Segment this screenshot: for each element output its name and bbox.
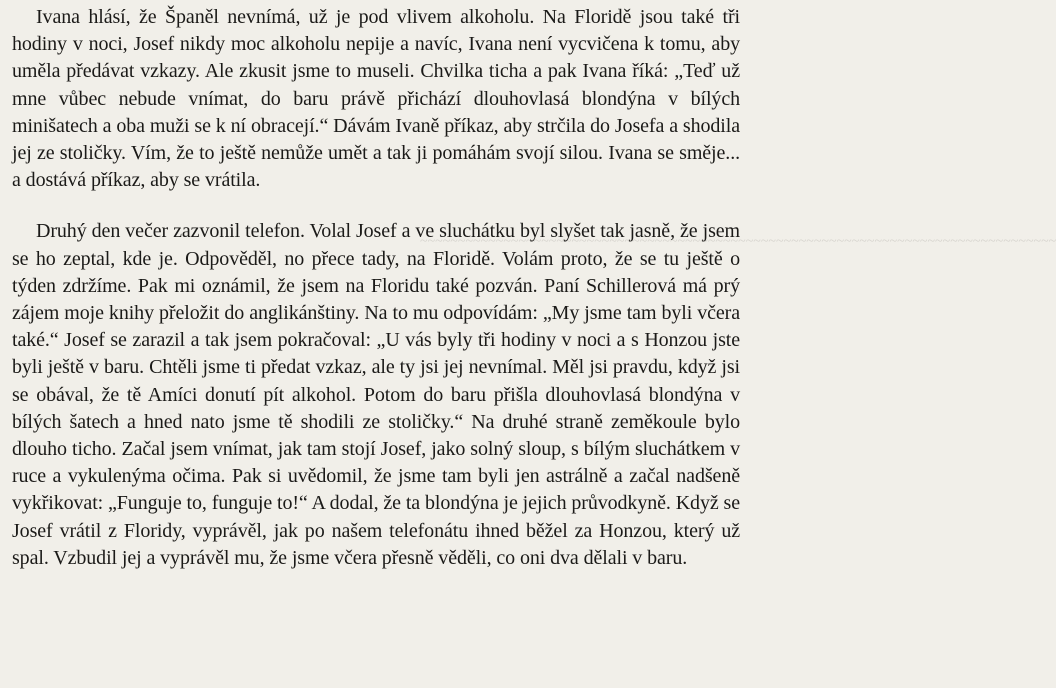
show-through-texture: ~~~~~~~~~~~~~~~~~~~~~~~~~~~~~~~~~~~~~~~~~~~~~~~~~~~~~~~~~~~~~~~~~~~~~~~~~~~~~~~~~~~~ bbox=[420, 234, 1056, 249]
paragraph-2: Druhý den večer zazvonil telefon. Volal Josef a ve sluchátku byl slyšet tak jasně, že jsem se ho zeptal, kde je. Odpověděl, no přece tady, na Floridě. Volám proto, že se tu ještě o týden zdržíme. Pak mi oznámil, že jsem na Floridu také pozván. Paní Schillerová má prý zájem moje knihy přeložit do anglikánštiny. Na to mu odpovídám: „My jsme tam byli včera také.“ Josef se zarazil a tak jsem pokračoval: „U vás byly tři hodiny v noci a s Honzou jste byli ještě v baru. Chtěli jsme ti předat vzkaz, ale ty jsi jej nevnímal. Měl jsi pravdu, když jsi se obával, že tě Amíci donutí pít alkohol. Potom do baru přišla dlouhovlasá blondýna v bílých šatech a hned nato jsme tě shodili ze stoličky.“ Na druhé straně zeměkoule bylo dlouho ticho. Začal jsem vnímat, jak tam stojí Josef, jako solný sloup, s bílým sluchátkem v ruce a vykulenýma očima. Pak si uvědomil, že jsme tam byli jen astrálně a začal nadšeně vykřikovat: „Funguje to, funguje to!“ A dodal, že ta blondýna je jejich průvodkyně. Když se Josef vrátil z Floridy, vyprávěl, jak po našem telefonátu ihned běžel za Honzou, který už spal. Vzbudil jej a vyprávěl mu, že jsme včera přesně věděli, co oni dva dělali v baru. bbox=[12, 220, 740, 569]
paragraph-1: Ivana hlásí, že Španěl nevnímá, už je pod vlivem alkoholu. Na Floridě jsou také tři hodiny v noci, Josef nikdy moc alkoholu nepije a navíc, Ivana není vycvičena k tomu, aby uměla předávat vzkazy. Ale zkusit jsme to museli. Chvilka ticha a pak Ivana říká: „Teď už mne vůbec nebude vnímat, do baru právě přichází dlouhovlasá blondýna v bílých minišatech a oba muži se k ní obracejí.“ Dávám Ivaně příkaz, aby strčila do Josefa a shodila jej ze stoličky. Vím, že to ještě nemůže umět a tak ji pomáhám svojí silou. Ivana se směje... a dostává příkaz, aby se vrátila. bbox=[12, 6, 740, 192]
